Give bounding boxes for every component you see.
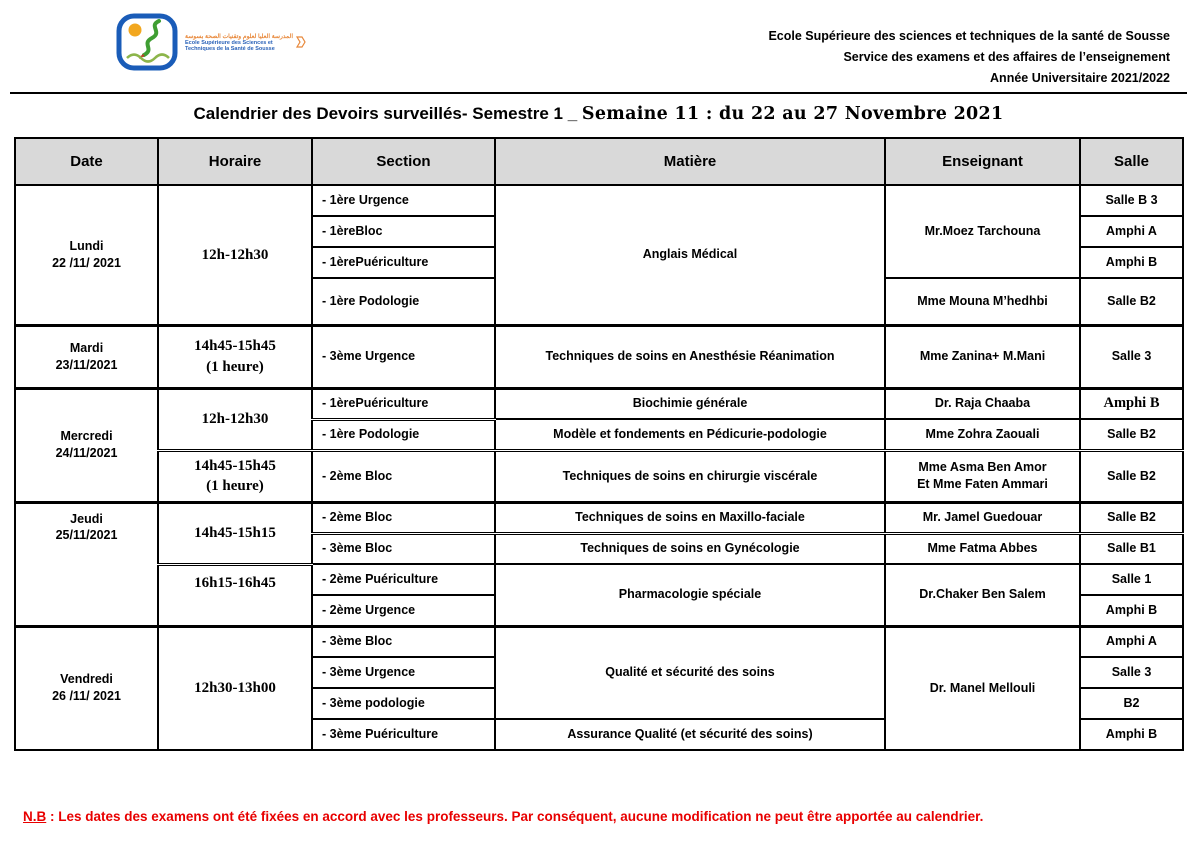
- cell-matiere: Anglais Médical: [495, 185, 885, 325]
- org-line: Année Universitaire 2021/2022: [990, 71, 1170, 85]
- cell-salle: Salle 1: [1080, 564, 1183, 595]
- page-header: [10, 0, 1187, 94]
- logo-caption-line: Ecole Supérieure des Sciences et: [185, 40, 273, 46]
- cell-salle: Amphi A: [1080, 216, 1183, 247]
- column-header: Salle: [1080, 138, 1183, 185]
- cell-section: - 2ème Bloc: [312, 502, 495, 533]
- cell-matiere: Modèle et fondements en Pédicurie-podologie: [495, 419, 885, 450]
- cell-horaire: 12h-12h30: [158, 388, 312, 450]
- cell-section: - 3ème podologie: [312, 688, 495, 719]
- cell-section: - 1èrePuériculture: [312, 247, 495, 278]
- cell-date: Mercredi 24/11/2021: [15, 388, 158, 502]
- column-header: Matière: [495, 138, 885, 185]
- cell-salle: Amphi A: [1080, 626, 1183, 657]
- logo-arrow-icon: [295, 34, 307, 50]
- cell-enseignant: Mme Mouna M’hedhbi: [885, 278, 1080, 325]
- table-row: [15, 626, 1183, 657]
- column-header: Horaire: [158, 138, 312, 185]
- cell-salle: Amphi B: [1080, 595, 1183, 626]
- cell-enseignant: Mr. Jamel Guedouar: [885, 502, 1080, 533]
- cell-enseignant: Mme Asma Ben Amor Et Mme Faten Ammari: [885, 450, 1080, 502]
- cell-enseignant: Mme Zanina+ M.Mani: [885, 325, 1080, 388]
- logo-caption-line: Techniques de la Santé de Sousse: [185, 46, 275, 52]
- cell-section: - 3ème Urgence: [312, 325, 495, 388]
- cell-horaire: 16h15-16h45: [158, 564, 312, 626]
- table-row: [15, 325, 1183, 388]
- cell-date: Mardi 23/11/2021: [15, 325, 158, 388]
- note-separator: :: [46, 809, 59, 824]
- cell-enseignant: Mme Zohra Zaouali: [885, 419, 1080, 450]
- cell-date: Jeudi 25/11/2021: [15, 502, 158, 626]
- table-row: [15, 502, 1183, 533]
- table-row: [15, 388, 1183, 419]
- cell-salle: Amphi B: [1080, 388, 1183, 419]
- cell-enseignant: Dr. Raja Chaaba: [885, 388, 1080, 419]
- cell-section: - 1èreBloc: [312, 216, 495, 247]
- cell-salle: Amphi B: [1080, 719, 1183, 750]
- cell-matiere: Assurance Qualité (et sécurité des soins): [495, 719, 885, 750]
- school-logo: [115, 12, 307, 74]
- page-title: [0, 104, 1197, 124]
- header-row: [15, 138, 1183, 185]
- cell-salle: Salle B 3: [1080, 185, 1183, 216]
- table-row: [15, 450, 1183, 502]
- cell-salle: Salle B2: [1080, 278, 1183, 325]
- logo-caption: [185, 12, 307, 52]
- cell-section: - 3ème Puériculture: [312, 719, 495, 750]
- cell-matiere: Techniques de soins en Maxillo-faciale: [495, 502, 885, 533]
- cell-horaire: 14h45-15h15: [158, 502, 312, 564]
- note-text: Les dates des examens ont été fixées en accord avec les professeurs. Par conséquent, aucune modification ne peut être apportée au calendrier.: [58, 809, 984, 824]
- cell-section: - 2ème Puériculture: [312, 564, 495, 595]
- table-row: [15, 185, 1183, 216]
- cell-salle: Salle B2: [1080, 450, 1183, 502]
- cell-horaire: 14h45-15h45 (1 heure): [158, 325, 312, 388]
- cell-section: - 1ère Podologie: [312, 419, 495, 450]
- org-info: [768, 26, 1170, 89]
- cell-salle: Salle B1: [1080, 533, 1183, 564]
- cell-section: - 1ère Podologie: [312, 278, 495, 325]
- cell-horaire: 14h45-15h45 (1 heure): [158, 450, 312, 502]
- cell-matiere: Pharmacologie spéciale: [495, 564, 885, 626]
- cell-salle: B2: [1080, 688, 1183, 719]
- cell-section: - 3ème Bloc: [312, 533, 495, 564]
- cell-section: - 1ère Urgence: [312, 185, 495, 216]
- logo-caption-arabic: المدرسة العليا لعلوم وتقنيات الصحة بسوسة: [185, 34, 293, 40]
- cell-horaire: 12h-12h30: [158, 185, 312, 325]
- cell-section: - 1èrePuériculture: [312, 388, 495, 419]
- snake-sun-logo-icon: [115, 12, 181, 74]
- note: [23, 809, 1197, 824]
- cell-enseignant: Dr.Chaker Ben Salem: [885, 564, 1080, 626]
- column-header: Date: [15, 138, 158, 185]
- cell-section: - 3ème Bloc: [312, 626, 495, 657]
- cell-horaire: 12h30-13h00: [158, 626, 312, 750]
- cell-date: Lundi 22 /11/ 2021: [15, 185, 158, 325]
- cell-salle: Salle B2: [1080, 419, 1183, 450]
- cell-salle: Amphi B: [1080, 247, 1183, 278]
- cell-salle: Salle 3: [1080, 657, 1183, 688]
- cell-date: Vendredi 26 /11/ 2021: [15, 626, 158, 750]
- cell-matiere: Techniques de soins en Anesthésie Réanimation: [495, 325, 885, 388]
- column-header: Section: [312, 138, 495, 185]
- exam-table: [14, 137, 1184, 751]
- cell-section: - 2ème Bloc: [312, 450, 495, 502]
- title-normal: Calendrier des Devoirs surveillés- Semestre 1 _: [193, 104, 582, 123]
- cell-enseignant: Mme Fatma Abbes: [885, 533, 1080, 564]
- org-line: Service des examens et des affaires de l’enseignement: [843, 50, 1170, 64]
- cell-matiere: Techniques de soins en Gynécologie: [495, 533, 885, 564]
- cell-matiere: Qualité et sécurité des soins: [495, 626, 885, 719]
- cell-enseignant: Dr. Manel Mellouli: [885, 626, 1080, 750]
- cell-salle: Salle 3: [1080, 325, 1183, 388]
- note-label: N.B: [23, 809, 47, 824]
- column-header: Enseignant: [885, 138, 1080, 185]
- org-line: Ecole Supérieure des sciences et techniques de la santé de Sousse: [768, 29, 1170, 43]
- title-week: Semaine 11 : du 22 au 27 Novembre 2021: [581, 104, 1004, 124]
- cell-enseignant: Mr.Moez Tarchouna: [885, 185, 1080, 278]
- cell-section: - 3ème Urgence: [312, 657, 495, 688]
- cell-section: - 2ème Urgence: [312, 595, 495, 626]
- cell-salle: Salle B2: [1080, 502, 1183, 533]
- cell-matiere: Biochimie générale: [495, 388, 885, 419]
- cell-matiere: Techniques de soins en chirurgie viscérale: [495, 450, 885, 502]
- table-row: [15, 564, 1183, 595]
